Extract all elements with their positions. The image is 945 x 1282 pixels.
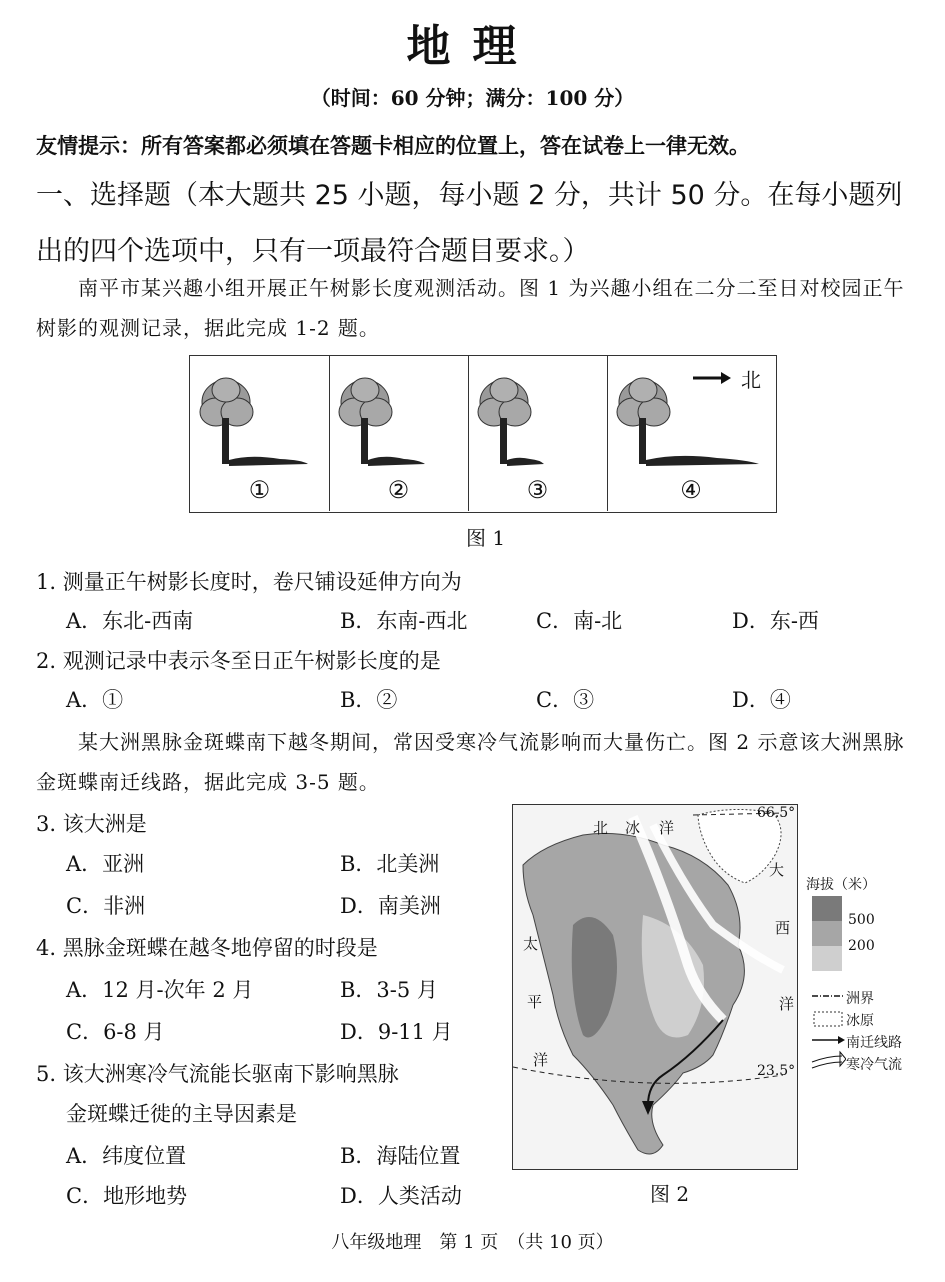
friendly-tip: 友情提示：所有答案都必须填在答题卡相应的位置上，答在试卷上一律无效。 [36,134,750,158]
map-label-atlantic-1: 大 [769,861,785,879]
map-label-pacific-2: 平 [527,993,543,1011]
q2-option-c[interactable]: C．③ [536,688,595,712]
q1-option-c[interactable]: C．南-北 [536,609,623,633]
figure-1-caption: 图 1 [466,526,506,550]
tree-icon [468,356,607,476]
question-5: 5. 该大洲寒冷气流能长驱南下影响黑脉 [36,1062,399,1086]
q3-option-d[interactable]: D．南美洲 [340,894,441,918]
map-label-atlantic-2: 西 [775,919,791,937]
legend-title: 海拔（米） [806,877,876,893]
panel-4 [607,356,775,511]
legend-boundary: 洲界 [846,991,874,1007]
q2-option-b[interactable]: B．② [340,688,398,712]
map-label-pacific-3: 洋 [533,1051,549,1069]
map-label-arctic-3: 洋 [659,819,675,837]
q4-option-a[interactable]: A．12 月-次年 2 月 [66,978,254,1002]
panel-label-4: ④ [680,476,702,504]
question-1: 1. 测量正午树影长度时，卷尺铺设延伸方向为 [36,570,462,594]
passage-2: 某大洲黑脉金斑蝶南下越冬期间，常因受寒冷气流影响而大量伤亡。图 2 示意该大洲黑脉金斑蝶南迁线路，据此完成 3-5 题。 [36,730,905,794]
panel-3 [468,356,608,511]
page-footer: 八年级地理 第 1 页 （共 10 页） [331,1232,614,1253]
tree-icon [329,356,468,476]
panel-label-1: ① [248,476,271,504]
section-heading: 一、选择题（本大题共 25 小题，每小题 2 分，共计 50 分。在每小题列出的四个选项中，只有一项最符合题目要求。） [36,180,903,267]
north-america-map [513,805,798,1170]
figure-2-caption: 图 2 [650,1182,690,1206]
legend-swatch-high [812,896,842,921]
q3-option-b[interactable]: B．北美洲 [340,852,440,876]
q1-option-b[interactable]: B．东南-西北 [340,609,468,633]
map-label-lat-23: 23.5° [757,1063,796,1079]
q5-option-c[interactable]: C．地形地势 [66,1184,188,1208]
question-4: 4. 黑脉金斑蝶在越冬地停留的时段是 [36,936,378,960]
legend-200: 200 [848,938,875,954]
north-label: 北 [741,368,761,392]
q2-option-a[interactable]: A．① [66,688,124,712]
map-label-arctic-1: 北 [593,819,609,837]
legend-swatch-mid [812,921,842,946]
legend-swatch-low [812,946,842,971]
q1-option-d[interactable]: D．东-西 [732,609,819,633]
panel-label-3: ③ [526,476,549,504]
q4-option-b[interactable]: B．3-5 月 [340,978,438,1002]
exam-time-info: （时间：60 分钟；满分：100 分） [310,86,635,110]
figure-2-map [512,804,798,1170]
q1-option-a[interactable]: A．东北-西南 [66,609,194,633]
q5-option-a[interactable]: A．纬度位置 [66,1144,187,1168]
map-label-arctic-2: 冰 [625,819,641,837]
legend-route: 南迁线路 [846,1035,902,1051]
map-label-pacific-1: 太 [523,935,539,953]
legend-symbols [810,990,846,1080]
legend-500: 500 [848,912,875,928]
map-label-atlantic-3: 洋 [779,995,795,1013]
q3-option-c[interactable]: C．非洲 [66,894,146,918]
q5-option-b[interactable]: B．海陆位置 [340,1144,461,1168]
legend-cold-air: 寒冷气流 [846,1057,902,1073]
question-2: 2. 观测记录中表示冬至日正午树影长度的是 [36,649,441,673]
q5-option-d[interactable]: D．人类活动 [340,1184,462,1208]
q4-option-c[interactable]: C．6-8 月 [66,1020,165,1044]
panel-2 [329,356,469,511]
question-5-cont: 金斑蝶迁徙的主导因素是 [66,1102,297,1126]
passage-1: 南平市某兴趣小组开展正午树影长度观测活动。图 1 为兴趣小组在二分二至日对校园正午树影的观测记录，据此完成 1-2 题。 [36,276,905,340]
q2-option-d[interactable]: D．④ [732,688,791,712]
page-title: 地理 [406,21,539,72]
panel-1 [190,356,330,511]
map-label-lat-66: 66.5° [757,805,796,821]
figure-1 [189,355,777,513]
panel-label-2: ② [387,476,410,504]
question-3: 3. 该大洲是 [36,812,147,836]
legend-ice: 冰原 [846,1013,874,1029]
tree-icon [190,356,329,476]
q3-option-a[interactable]: A．亚洲 [66,852,145,876]
q4-option-d[interactable]: D．9-11 月 [340,1020,453,1044]
